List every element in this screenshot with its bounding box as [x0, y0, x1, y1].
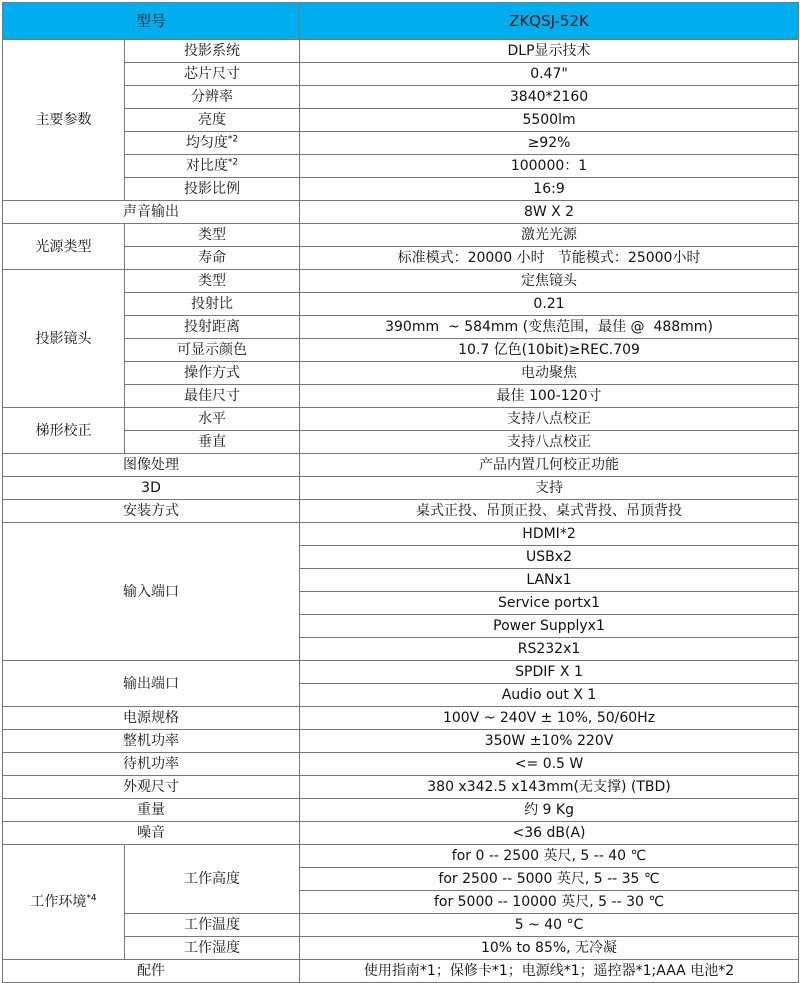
spec-label: 亮度: [125, 109, 300, 132]
spec-value: Audio out X 1: [300, 684, 799, 707]
spec-label: 工作湿度: [125, 937, 300, 960]
table-header-row: [3, 3, 799, 40]
spec-label: 投射比: [125, 293, 300, 316]
spec-label: 重量: [3, 799, 300, 822]
spec-label: 投影比例: [125, 178, 300, 201]
table-row: [3, 500, 799, 523]
table-row: [3, 707, 799, 730]
group-output-ports: 输出端口: [3, 661, 300, 707]
spec-value: 电动聚焦: [300, 362, 799, 385]
spec-label: 图像处理: [3, 454, 300, 477]
spec-value: <= 0.5 W: [300, 753, 799, 776]
spec-value: 定焦镜头: [300, 270, 799, 293]
table-row: [3, 960, 799, 983]
table-row: [3, 776, 799, 799]
table-row: [3, 822, 799, 845]
spec-value: DLP显示技术: [300, 40, 799, 63]
spec-label: 操作方式: [125, 362, 300, 385]
spec-value: 3840*2160: [300, 86, 799, 109]
spec-value: 0.21: [300, 293, 799, 316]
spec-value: 8W X 2: [300, 201, 799, 224]
spec-value: Power Supplyx1: [300, 615, 799, 638]
spec-label: 外观尺寸: [3, 776, 300, 799]
spec-label: 分辨率: [125, 86, 300, 109]
spec-label: 均匀度: [185, 135, 228, 151]
spec-table: [2, 2, 799, 983]
spec-value: for 0 -- 2500 英尺, 5 -- 40 ℃: [300, 845, 799, 868]
spec-value: 350W ±10% 220V: [300, 730, 799, 753]
footnote-mark: *2: [227, 134, 239, 145]
spec-value: 0.47": [300, 63, 799, 86]
spec-label: 类型: [125, 224, 300, 247]
spec-label: 噪音: [3, 822, 300, 845]
table-row: [3, 454, 799, 477]
spec-value: 10% to 85%, 无冷凝: [300, 937, 799, 960]
spec-value: 100000：1: [300, 155, 799, 178]
spec-value: SPDIF X 1: [300, 661, 799, 684]
table-row: [3, 523, 799, 546]
footnote-mark: *4: [86, 893, 97, 904]
spec-value: 380 x342.5 x143mm(无支撑) (TBD): [300, 776, 799, 799]
spec-value: HDMI*2: [300, 523, 799, 546]
spec-value: 16:9: [300, 178, 799, 201]
group-light-source: 光源类型: [3, 224, 125, 270]
table-row: [3, 40, 799, 63]
table-row: [3, 845, 799, 868]
table-row: [3, 753, 799, 776]
spec-label: 投影系统: [125, 40, 300, 63]
group-input-ports: 输入端口: [3, 523, 300, 661]
model-value: ZKQSJ-52K: [300, 3, 799, 40]
spec-label: 芯片尺寸: [125, 63, 300, 86]
spec-label-with-note: [125, 132, 300, 155]
spec-label: 可显示颜色: [125, 339, 300, 362]
spec-value: for 2500 -- 5000 英尺, 5 -- 35 ℃: [300, 868, 799, 891]
spec-value: 激光光源: [300, 224, 799, 247]
spec-label: 安装方式: [3, 500, 300, 523]
spec-value: 5500lm: [300, 109, 799, 132]
table-row: [3, 408, 799, 431]
spec-label: 投射距离: [125, 316, 300, 339]
group-environment-label: 工作环境: [30, 894, 87, 910]
spec-value: 最佳 100-120寸: [300, 385, 799, 408]
spec-value: 100V ~ 240V ± 10%, 50/60Hz: [300, 707, 799, 730]
spec-label: 3D: [3, 477, 300, 500]
spec-value: 使用指南*1；保修卡*1；电源线*1；遥控器*1;AAA 电池*2: [300, 960, 799, 983]
spec-label: 电源规格: [3, 707, 300, 730]
table-row: [3, 477, 799, 500]
spec-value: <36 dB(A): [300, 822, 799, 845]
group-lens: 投影镜头: [3, 270, 125, 408]
spec-value: 标准模式：20000 小时 节能模式：25000小时: [300, 247, 799, 270]
spec-value: 桌式正投、吊顶正投、桌式背投、吊顶背投: [300, 500, 799, 523]
spec-label: 声音输出: [3, 201, 300, 224]
footnote-mark: *2: [227, 157, 239, 168]
group-environment: [3, 845, 125, 960]
spec-label: 水平: [125, 408, 300, 431]
spec-value: RS232x1: [300, 638, 799, 661]
spec-label: 垂直: [125, 431, 300, 454]
table-row: [3, 270, 799, 293]
table-row: [3, 730, 799, 753]
table-row: [3, 224, 799, 247]
model-label: 型号: [3, 3, 300, 40]
group-main-params: 主要参数: [3, 40, 125, 201]
spec-value: 10.7 亿色(10bit)≥REC.709: [300, 339, 799, 362]
spec-value: 支持八点校正: [300, 408, 799, 431]
spec-value: 产品内置几何校正功能: [300, 454, 799, 477]
spec-value: LANx1: [300, 569, 799, 592]
spec-label: 配件: [3, 960, 300, 983]
spec-value: 约 9 Kg: [300, 799, 799, 822]
spec-value: 支持: [300, 477, 799, 500]
spec-value: for 5000 -- 10000 英尺, 5 -- 30 ℃: [300, 891, 799, 914]
spec-label: 待机功率: [3, 753, 300, 776]
spec-label: 整机功率: [3, 730, 300, 753]
spec-value: Service portx1: [300, 592, 799, 615]
spec-label: 对比度: [185, 158, 228, 174]
table-row: [3, 661, 799, 684]
table-row: [3, 799, 799, 822]
group-keystone: 梯形校正: [3, 408, 125, 454]
spec-label-with-note: [125, 155, 300, 178]
spec-value: 支持八点校正: [300, 431, 799, 454]
spec-label: 最佳尺寸: [125, 385, 300, 408]
spec-value: USBx2: [300, 546, 799, 569]
spec-label: 寿命: [125, 247, 300, 270]
table-row: [3, 201, 799, 224]
spec-label: 工作高度: [125, 845, 300, 914]
spec-label: 类型: [125, 270, 300, 293]
spec-value: 390mm ~ 584mm (变焦范围，最佳 @ 488mm): [300, 316, 799, 339]
spec-value: ≥92%: [300, 132, 799, 155]
spec-value: 5 ~ 40 °C: [300, 914, 799, 937]
spec-label: 工作温度: [125, 914, 300, 937]
